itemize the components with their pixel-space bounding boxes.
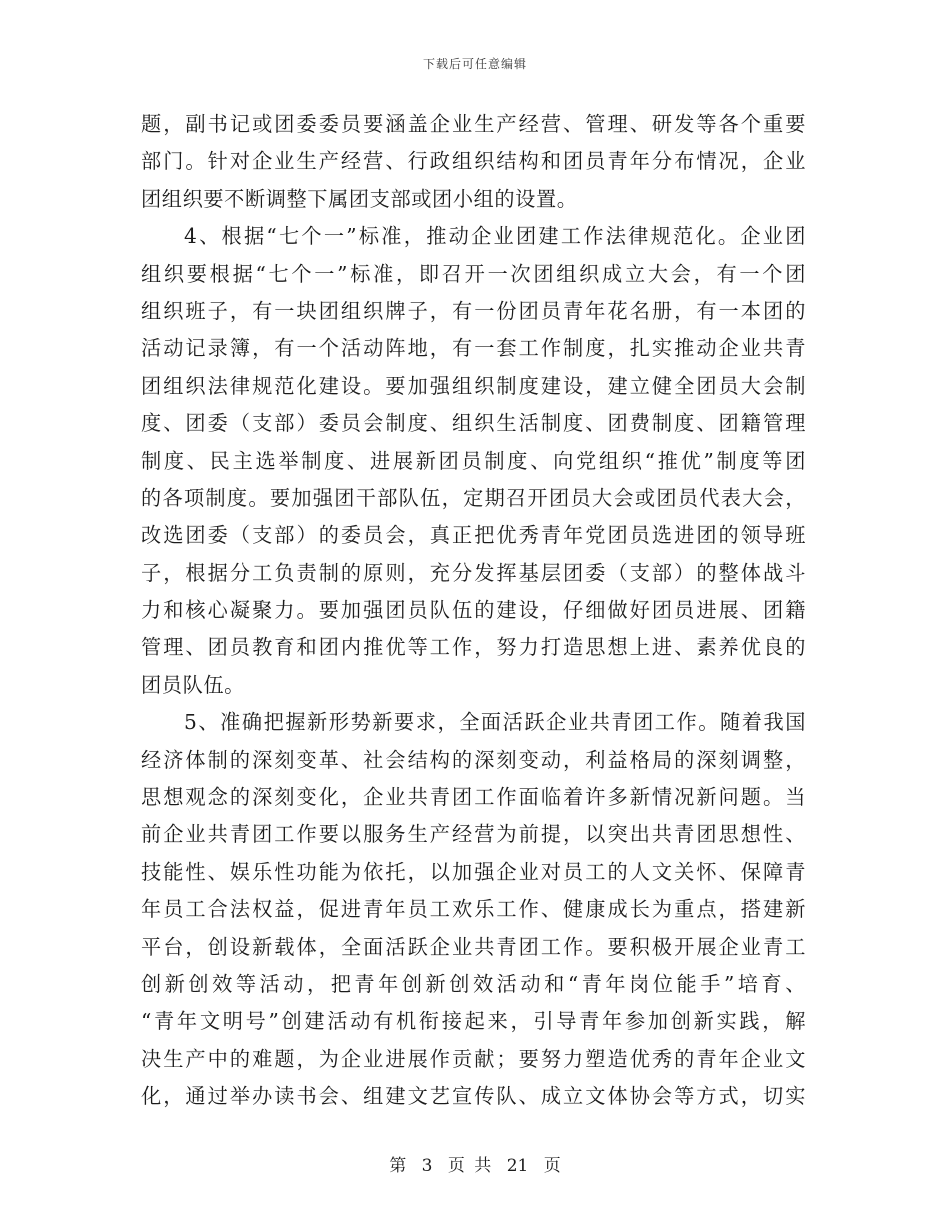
text-line: 决生产中的难题，为企业进展作贡献；要努力塑造优秀的青年企业文 — [141, 1046, 806, 1071]
text-line: 子，根据分工负责制的原则，充分发挥基层团委（支部）的整体战斗 — [141, 560, 806, 585]
text-line: 改选团委（支部）的委员会，真正把优秀青年党团员选进团的领导班 — [141, 523, 806, 548]
text-line: 团组织要不断调整下属团支部或团小组的设置。 — [141, 186, 578, 211]
text-line: 团组织法律规范化建设。要加强组织制度建设，建立健全团员大会制 — [141, 373, 806, 398]
text-line: 活动记录簿，有一个活动阵地，有一套工作制度，扎实推动企业共青 — [141, 336, 806, 361]
text-line: 创新创效等活动，把青年创新创效活动和“青年岗位能手”培育、 — [141, 971, 806, 996]
text-line: 题，副书记或团委委员要涵盖企业生产经营、管理、研发等各个重要 — [141, 112, 806, 136]
text-line: 力和核心凝聚力。要加强团员队伍的建设，仔细做好团员进展、团籍 — [141, 598, 806, 623]
text-line: 平台，创设新载体，全面活跃企业共青团工作。要积极开展企业青工 — [141, 934, 806, 959]
text-line: 制度、民主选举制度、进展新团员制度、向党组织“推优”制度等团 — [141, 448, 806, 473]
paragraph-4-start: 4、根据“七个一”标准，推动企业团建工作法律规范化。企业团 — [184, 224, 806, 249]
text-line: 经济体制的深刻变革、社会结构的深刻变动，利益格局的深刻调整， — [141, 747, 806, 772]
text-line: 管理、团员教育和团内推优等工作，努力打造思想上进、素养优良的 — [141, 635, 806, 660]
footer-prefix: 第 — [389, 1156, 407, 1176]
page-footer — [0, 1151, 950, 1176]
text-line: 化，通过举办读书会、组建文艺宣传队、成立文体协会等方式，切实 — [141, 1084, 806, 1109]
header-note: 下载后可任意编辑 — [422, 57, 527, 71]
text-line: 度、团委（支部）委员会制度、组织生活制度、团费制度、团籍管理 — [141, 411, 806, 436]
text-line: 部门。针对企业生产经营、行政组织结构和团员青年分布情况，企业 — [141, 149, 806, 174]
text-line: 思想观念的深刻变化，企业共青团工作面临着许多新情况新问题。当 — [141, 785, 806, 810]
text-line: 组织要根据“七个一”标准，即召开一次团组织成立大会，有一个团 — [141, 261, 806, 286]
text-line: “青年文明号”创建活动有机衔接起来，引导青年参加创新实践，解 — [141, 1009, 806, 1034]
text-line: 团员队伍。 — [141, 672, 245, 697]
text-line: 前企业共青团工作要以服务生产经营为前提，以突出共青团思想性、 — [141, 822, 806, 847]
text-line: 技能性、娱乐性功能为依托，以加强企业对员工的人文关怀、保障青 — [141, 859, 806, 884]
paragraph-5-start: 5、准确把握新形势新要求，全面活跃企业共青团工作。随着我国 — [184, 710, 806, 735]
text-line: 组织班子，有一块团组织牌子，有一份团员青年花名册，有一本团的 — [141, 298, 806, 323]
total-pages: 21 — [506, 1156, 529, 1176]
footer-middle: 页 共 — [447, 1156, 492, 1176]
text-line: 年员工合法权益，促进青年员工欢乐工作、健康成长为重点，搭建新 — [141, 897, 806, 922]
page-number: 3 — [421, 1156, 433, 1176]
body-text — [141, 106, 806, 1116]
text-line: 的各项制度。要加强团干部队伍，定期召开团员大会或团员代表大会， — [141, 485, 806, 510]
footer-suffix: 页 — [543, 1156, 561, 1176]
